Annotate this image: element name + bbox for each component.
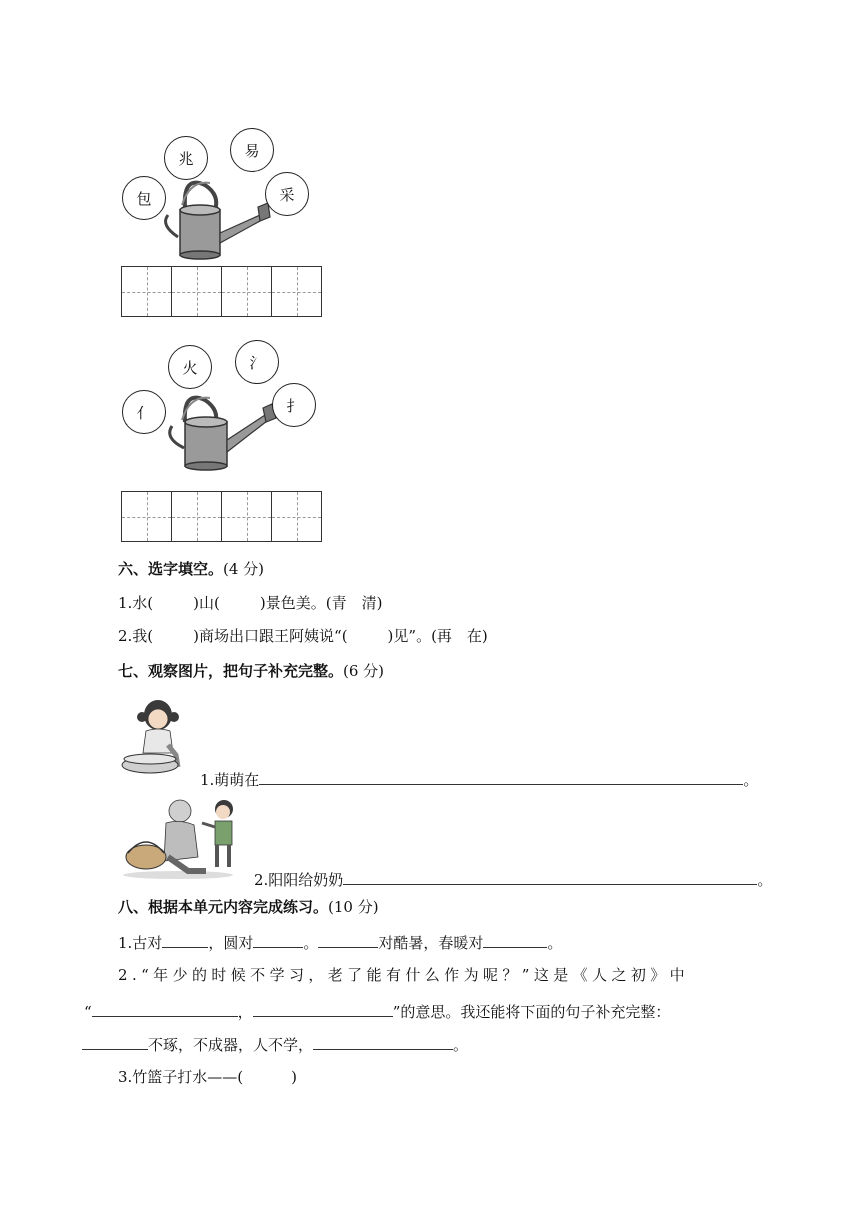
section-6-heading <box>118 558 264 579</box>
text-segment: 。 <box>547 934 563 952</box>
text-segment: ) <box>291 1068 298 1086</box>
char-label: 采 <box>279 185 295 204</box>
answer-line[interactable] <box>92 1000 238 1017</box>
text-segment: 。 <box>303 934 319 952</box>
char-label: 亻 <box>136 403 152 422</box>
char-label: 扌 <box>286 396 302 415</box>
answer-line[interactable] <box>253 931 303 948</box>
text-segment: 3.竹篮子打水——( <box>118 1068 244 1086</box>
section-title: 六、选字填空。 <box>118 560 224 578</box>
char-label: 易 <box>244 141 260 160</box>
grid-cell[interactable] <box>172 267 222 317</box>
q8-line-2a <box>118 965 778 985</box>
section-8-heading <box>118 896 379 917</box>
girl-washing-illustration <box>118 695 188 780</box>
q8-line-3 <box>118 1067 297 1087</box>
text-segment: 2.阳阳给奶奶 <box>254 871 344 889</box>
answer-line[interactable] <box>253 1000 393 1017</box>
char-label: 兆 <box>178 149 194 168</box>
radical-circle-1 <box>122 390 166 434</box>
text-segment: 对酷暑，春暖对 <box>378 934 484 952</box>
char-label: 火 <box>182 358 198 377</box>
text-segment: 1.古对 <box>118 934 163 952</box>
writing-grid-1 <box>121 266 322 317</box>
answer-line[interactable] <box>343 868 757 885</box>
q7-sentence-1 <box>200 768 758 790</box>
answer-line[interactable] <box>313 1033 453 1050</box>
grid-cell[interactable] <box>272 267 322 317</box>
text-segment: “ <box>84 1003 92 1021</box>
text-segment: 。 <box>453 1036 469 1054</box>
section-title: 八、根据本单元内容完成练习。 <box>118 898 329 916</box>
text-segment: ， <box>237 1003 253 1021</box>
girl-washing-icon <box>118 695 188 780</box>
text-segment: )景色美。(青 清) <box>259 594 383 612</box>
grid-cell[interactable] <box>172 492 222 542</box>
q8-line-1 <box>118 931 562 953</box>
char-circle-4 <box>265 172 309 216</box>
q7-sentence-2 <box>254 868 772 890</box>
q8-line-2c <box>82 1033 468 1055</box>
text-segment: 1.萌萌在 <box>200 771 260 789</box>
text-segment: 。 <box>743 771 759 789</box>
radical-circle-3 <box>235 340 279 384</box>
writing-grid-2 <box>121 491 322 542</box>
text-segment: 。 <box>757 871 773 889</box>
answer-line[interactable] <box>162 931 208 948</box>
grid-cell[interactable] <box>222 267 272 317</box>
radical-circle-2 <box>168 345 212 389</box>
section-points: (6 分) <box>343 662 385 680</box>
radical-circle-4 <box>272 383 316 427</box>
text-segment: )见”。(再 在) <box>387 627 488 645</box>
text-segment: )山( <box>193 594 220 612</box>
section-points: (10 分) <box>328 898 379 916</box>
answer-line[interactable] <box>318 931 378 948</box>
answer-line[interactable] <box>483 931 547 948</box>
grid-cell[interactable] <box>122 492 172 542</box>
boy-helping-grandma-illustration <box>118 795 238 880</box>
section-title: 七、观察图片，把句子补充完整。 <box>118 662 344 680</box>
char-circle-1 <box>122 176 166 220</box>
text-segment: ，圆对 <box>208 934 254 952</box>
answer-line[interactable] <box>259 768 743 785</box>
q6-line-2 <box>118 626 488 646</box>
text-segment: ”的意思。我还能将下面的句子补充完整： <box>392 1003 671 1021</box>
boy-grandma-icon <box>118 795 238 880</box>
char-label: 包 <box>136 189 152 208</box>
char-label: 氵 <box>249 353 265 372</box>
q6-line-1 <box>118 593 382 613</box>
char-circle-2 <box>164 136 208 180</box>
section-points: (4 分) <box>223 560 265 578</box>
text-segment: 1.水( <box>118 594 154 612</box>
grid-cell[interactable] <box>222 492 272 542</box>
text-segment: 2.“年少的时候不学习，老了能有什么作为呢？”这是《人之初》中 <box>118 966 690 984</box>
grid-cell[interactable] <box>122 267 172 317</box>
text-segment: 不琢，不成器，人不学， <box>148 1036 314 1054</box>
grid-cell[interactable] <box>272 492 322 542</box>
section-7-heading <box>118 660 384 681</box>
char-circle-3 <box>230 128 274 172</box>
answer-line[interactable] <box>82 1033 148 1050</box>
q8-line-2b <box>84 1000 670 1022</box>
text-segment: )商场出口跟王阿姨说“( <box>193 627 348 645</box>
text-segment: 2.我( <box>118 627 154 645</box>
